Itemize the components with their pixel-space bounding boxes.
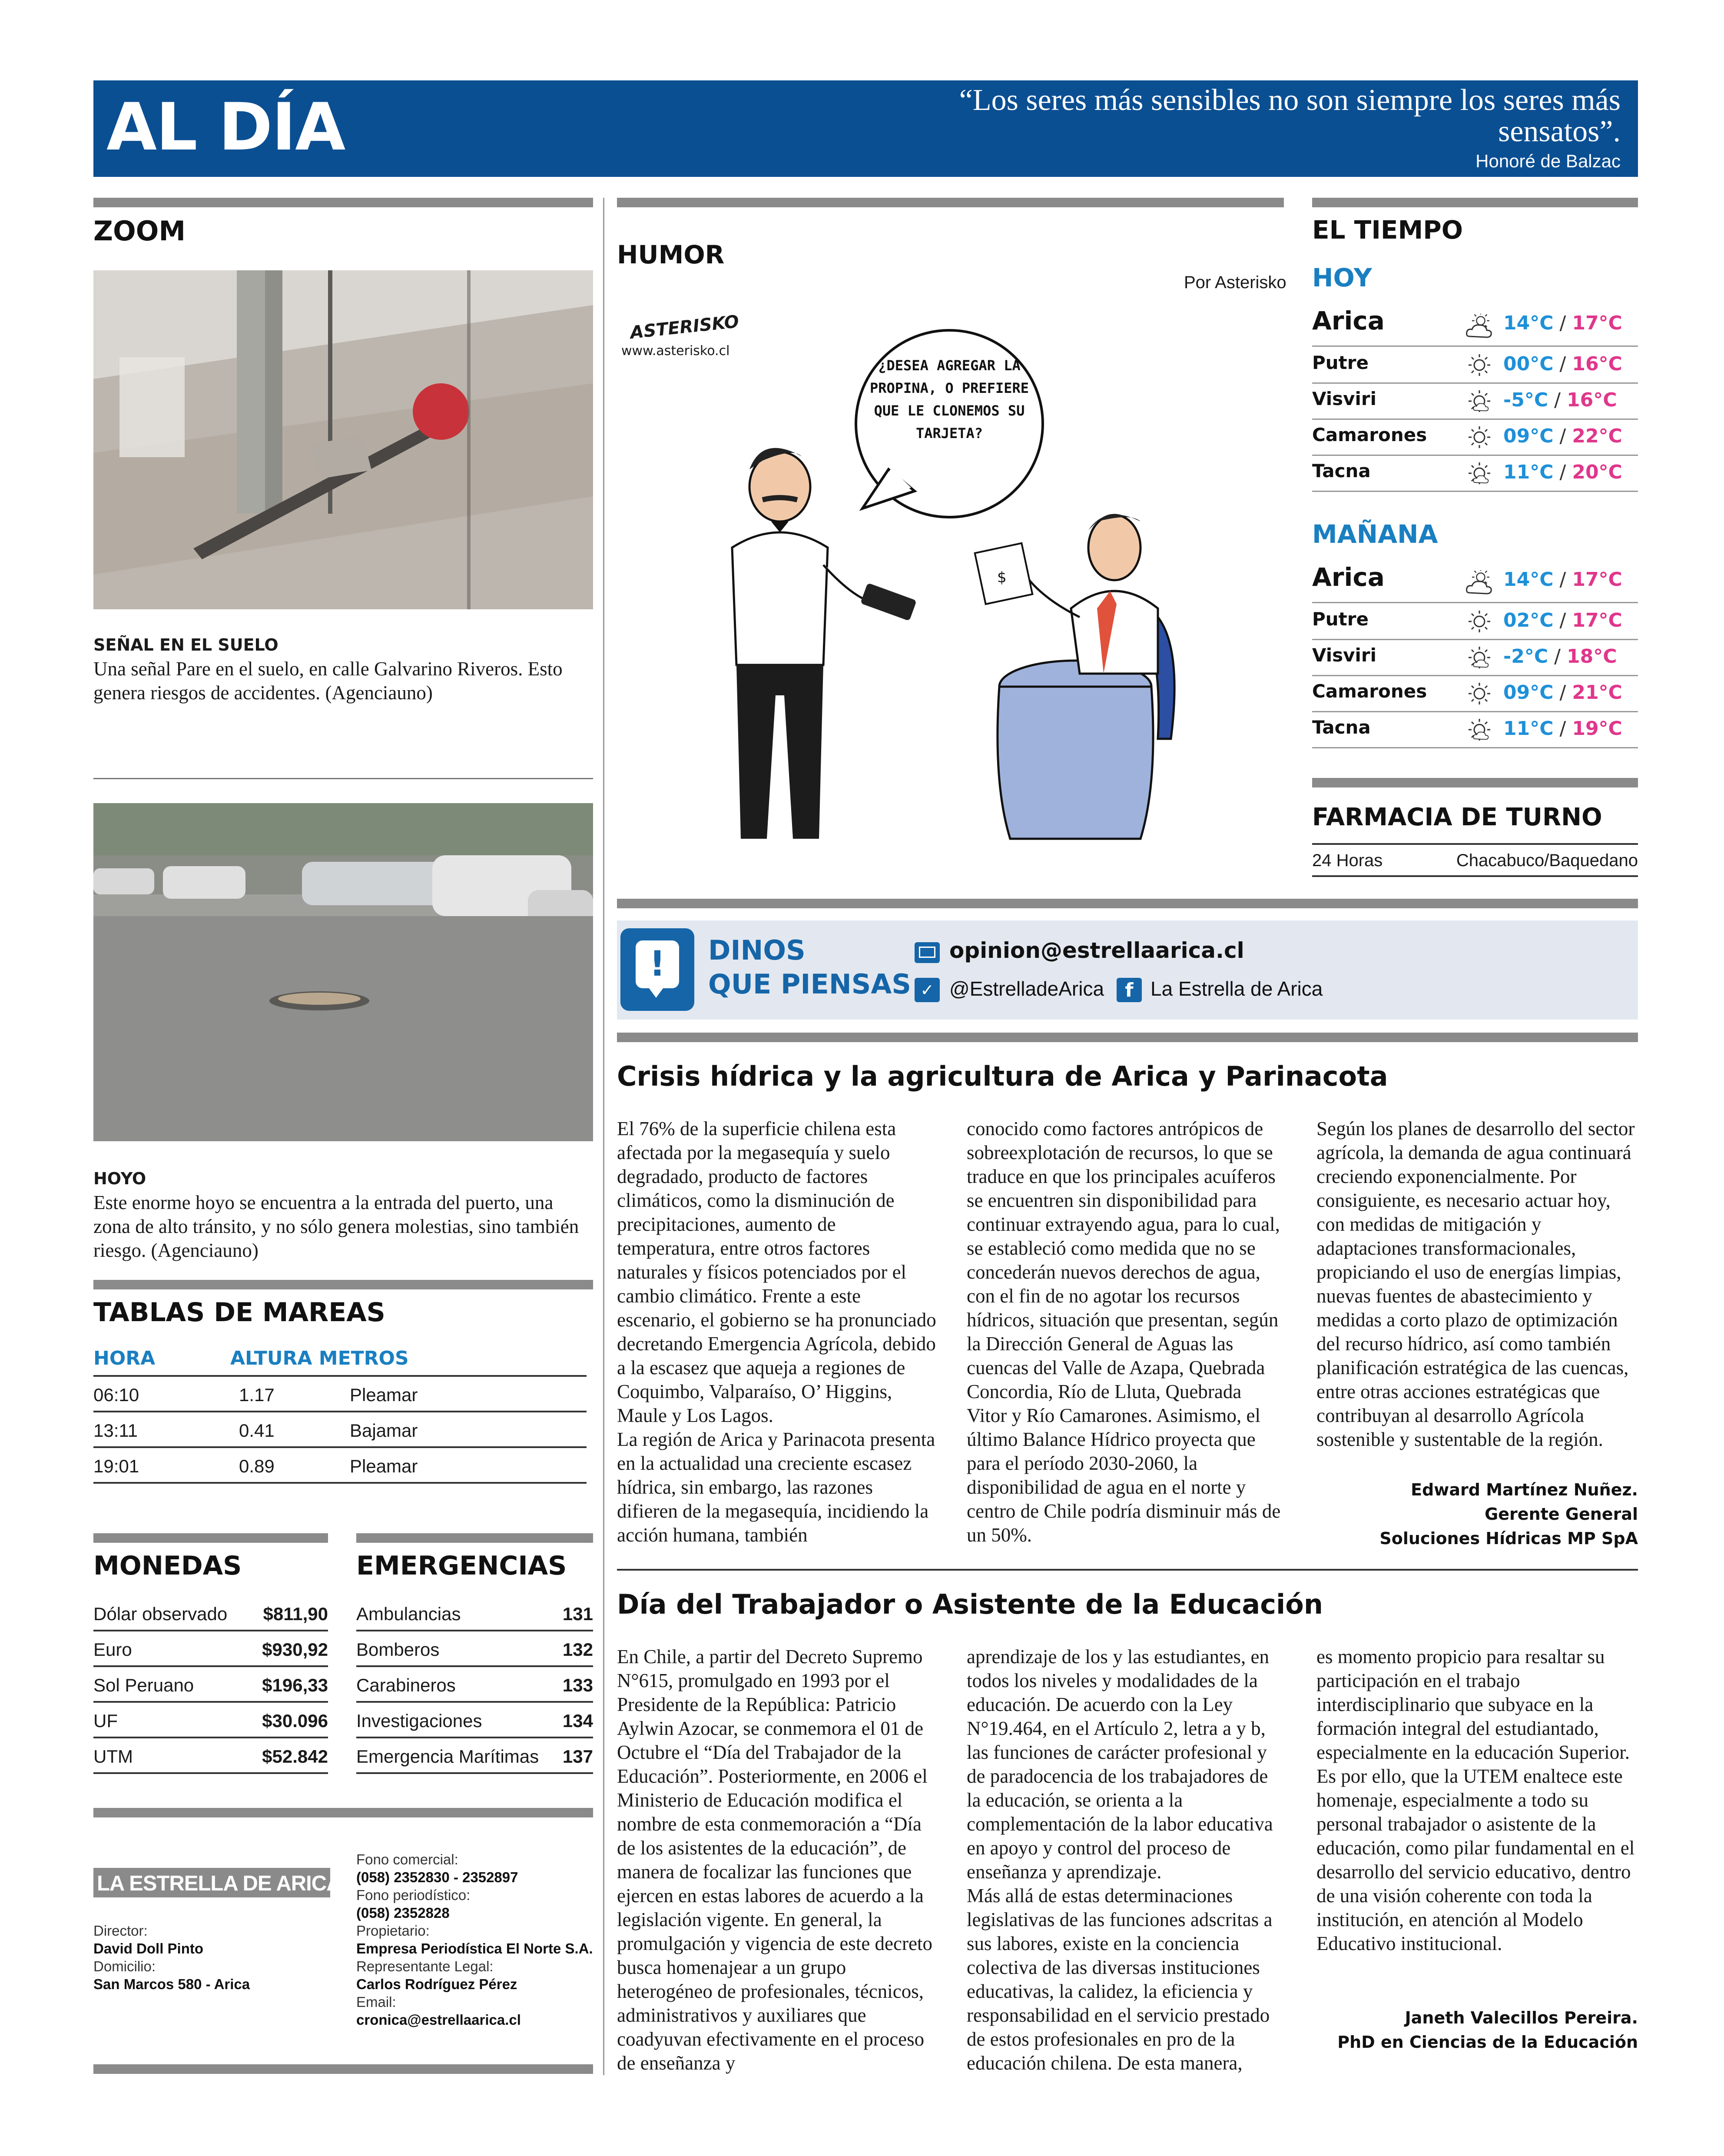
emergency-number: 134 (562, 1711, 593, 1731)
pharmacy-hours: 24 Horas (1312, 851, 1383, 870)
temp-separator: / (1553, 353, 1572, 375)
emergency-number: 132 (562, 1639, 593, 1660)
emergency-number: 133 (562, 1675, 593, 1695)
phone-commercial-label: Fono comercial: (356, 1851, 458, 1867)
divider (1312, 778, 1638, 787)
sun-icon (1464, 608, 1495, 635)
partly-cloudy-icon (1464, 570, 1495, 596)
weather-city: Arica (1312, 562, 1385, 592)
divider (617, 1033, 1638, 1042)
sun-cloud-icon (1464, 388, 1495, 414)
facebook-link[interactable]: La Estrella de Arica (1150, 977, 1323, 1000)
tide-height: 0.41 (239, 1420, 275, 1441)
temp-separator: / (1553, 312, 1572, 334)
legal-label: Representante Legal: (356, 1958, 494, 1974)
emergency-number: 137 (562, 1746, 593, 1767)
weather-row (1312, 304, 1638, 347)
zoom-caption-2: Este enorme hoyo se encuentra a la entrada del puerto, una zona de alto tránsito, y no sólo genera molestias, sino también riesgo. (Agenciauno) (93, 1192, 579, 1261)
temp-min: 02°C (1503, 609, 1554, 631)
exclamation-icon: ! (620, 928, 694, 1011)
dinos-heading (708, 933, 911, 1001)
temp-separator: / (1553, 461, 1572, 483)
humor-byline: Por Asterisko (1184, 273, 1286, 292)
owner-label: Propietario: (356, 1923, 430, 1939)
weather-city: Camarones (1312, 681, 1427, 702)
facebook-icon: f (1117, 978, 1142, 1002)
emergency-name: Ambulancias (356, 1604, 461, 1624)
article2-author: Janeth Valecillos Pereira. (1405, 2008, 1638, 2027)
weather-title: EL TIEMPO (1312, 215, 1463, 245)
emergency-row (356, 1738, 593, 1774)
emergency-row (356, 1631, 593, 1667)
article1-col2 (967, 1117, 1286, 1547)
weather-temps (1503, 389, 1617, 411)
tide-type: Bajamar (350, 1420, 418, 1441)
weather-row (1312, 604, 1638, 640)
currency-value: $811,90 (263, 1604, 328, 1624)
column-divider (603, 198, 604, 2075)
article2-col1 (617, 1645, 936, 2075)
temp-separator: / (1548, 645, 1567, 668)
temp-max: 21°C (1572, 681, 1622, 704)
article2-author-role: PhD en Ciencias de la Educación (1337, 2033, 1638, 2052)
tide-type: Pleamar (350, 1385, 418, 1405)
emergency-name: Emergencia Marítimas (356, 1746, 539, 1767)
weather-row (1312, 676, 1638, 712)
divider (93, 778, 593, 779)
temp-max: 20°C (1572, 461, 1622, 483)
temp-max: 16°C (1572, 353, 1622, 375)
weather-row (1312, 420, 1638, 456)
article1-paragraph: El 76% de la superficie chilena esta afectada por la megasequía y suelo degradado, producto de factores climáticos, como la disminución de precipitaciones, aumento de temperatura, entre otros factores naturales y físicos potenciados por el cambio climático. Frente a este escenario, el gobierno se ha pronunciado decretando Emergencia Agrícola, debido a la escasez que aqueja a regiones de Coquimbo, Valparaíso, O’ Higgins, Maule y Los Lagos. (617, 1118, 936, 1426)
article1-col3 (1316, 1117, 1638, 1452)
weather-row (1312, 348, 1638, 384)
divider (356, 1533, 593, 1543)
currency-row (93, 1667, 328, 1703)
director-label: Director: (93, 1923, 148, 1939)
divider (1312, 198, 1638, 207)
contact-banner (617, 920, 1638, 1020)
divider (93, 1808, 593, 1817)
emergencies-title: EMERGENCIAS (356, 1551, 567, 1581)
tide-height: 0.89 (239, 1456, 275, 1476)
phone-commercial: (058) 2352830 - 2352897 (356, 1869, 518, 1885)
zoom-photo-pothole (93, 803, 593, 1141)
newspaper-logo: LA ESTRELLA DE ARICA (93, 1868, 330, 1897)
temp-max: 22°C (1572, 425, 1622, 447)
weather-temps (1503, 609, 1622, 631)
temp-min: 09°C (1503, 425, 1554, 447)
weather-temps (1503, 681, 1622, 704)
weather-city: Tacna (1312, 460, 1371, 482)
sun-icon (1464, 424, 1495, 450)
tide-type: Pleamar (350, 1456, 418, 1476)
director-name: David Doll Pinto (93, 1940, 204, 1957)
weather-temps (1503, 353, 1622, 375)
zoom-caption-title-1: SEÑAL EN EL SUELO (93, 635, 278, 654)
phone-news-label: Fono periodístico: (356, 1887, 471, 1903)
divider (617, 899, 1638, 908)
article2-col3 (1316, 1645, 1638, 1956)
sun-cloud-icon (1464, 460, 1495, 486)
dinos-line2: QUE PIENSAS (708, 968, 912, 1000)
mail-icon (915, 942, 940, 963)
weather-city: Putre (1312, 352, 1369, 373)
weather-row (1312, 712, 1638, 748)
temp-separator: / (1553, 568, 1572, 591)
article2-signature (1337, 2006, 1638, 2054)
article2-col2 (967, 1645, 1286, 2075)
humor-title: HUMOR (617, 240, 725, 269)
partly-cloudy-icon (1464, 314, 1495, 340)
emergency-row (356, 1667, 593, 1703)
dinos-line1: DINOS (708, 934, 806, 966)
masthead-left (93, 1922, 328, 1993)
currencies-title: MONEDAS (93, 1551, 242, 1581)
article2-paragraph: aprendizaje de los y las estudiantes, en todos los niveles y modalidades de la educación. De acuerdo con la Ley N°19.464, en el Artículo 2, letra a y b, las funciones de carácter profesional y de paradocencia de los trabajadores de la educación, se orienta a la complementación de la labor educativa en apoyo y control del proceso de enseñanza y aprendizaje. (967, 1646, 1273, 1883)
zoom-title: ZOOM (93, 215, 186, 247)
weather-tomorrow-label: MAÑANA (1312, 519, 1438, 549)
article1-paragraph: La región de Arica y Parinacota presenta en la actualidad una creciente escasez hídrica, sin embargo, las razones difieren de la megasequía, incidiendo la acción humana, también (617, 1428, 935, 1546)
currency-name: UTM (93, 1746, 133, 1767)
divider (617, 198, 1284, 207)
tide-row (93, 1448, 587, 1484)
emergency-row (356, 1596, 593, 1631)
currency-value: $52.842 (262, 1746, 328, 1767)
weather-temps (1503, 645, 1617, 668)
article1-title: Crisis hídrica y la agricultura de Arica y Parinacota (617, 1060, 1388, 1092)
currency-value: $930,92 (262, 1639, 328, 1660)
currency-name: Euro (93, 1639, 132, 1660)
temp-min: 11°C (1503, 461, 1554, 483)
divider (93, 1533, 328, 1543)
temp-separator: / (1548, 389, 1567, 411)
masthead-email: cronica@estrellaarica.cl (356, 2012, 521, 2028)
article2-paragraph: En Chile, a partir del Decreto Supremo N°615, promulgado en 1993 por el Presidente de la República: Patricio Aylwin Azocar, se conmemora el 01 de Octubre el “Día del Trabajador de la Educación”. Posteriormente, en 2006 el Ministerio de Educación modifica el nombre de esta conmemoración a “Día de los asistentes de la educación”, de manera de focalizar las funciones que ejercen en estas labores de acuerdo a la legislación vigente. En general, la promulgación y vigencia de este decreto busca homenajear a un grupo heterogéneo de profesionales, técnicos, administrativos y auxiliares que coadyuvan efectivamente en el proceso de enseñanza y (617, 1646, 932, 2074)
weather-city: Visviri (1312, 644, 1377, 666)
currency-row (93, 1703, 328, 1738)
weather-city: Arica (1312, 306, 1385, 336)
email-label: Email: (356, 1994, 396, 2010)
sun-cloud-icon (1464, 644, 1495, 671)
tide-time: 13:11 (93, 1420, 138, 1441)
address-label: Domicilio: (93, 1958, 156, 1974)
emergency-number: 131 (562, 1604, 593, 1624)
weather-temps (1503, 568, 1622, 591)
emergency-name: Bomberos (356, 1639, 440, 1660)
weather-city: Camarones (1312, 424, 1427, 445)
currency-value: $30.096 (262, 1711, 328, 1731)
header-quote: “Los seres más sensibles no son siempre los seres más sensatos”. (959, 83, 1621, 148)
weather-today-label: HOY (1312, 263, 1372, 292)
tides-col-altura: ALTURA METROS (230, 1347, 409, 1369)
weather-row (1312, 384, 1638, 420)
tide-row (93, 1377, 587, 1412)
currency-row (93, 1738, 328, 1774)
temp-min: -5°C (1503, 389, 1548, 411)
temp-separator: / (1553, 681, 1572, 704)
legal-representative: Carlos Rodríguez Pérez (356, 1976, 517, 1992)
temp-max: 18°C (1566, 645, 1617, 668)
emergency-name: Investigaciones (356, 1711, 482, 1731)
address: San Marcos 580 - Arica (93, 1976, 250, 1992)
weather-row (1312, 640, 1638, 676)
temp-min: 11°C (1503, 718, 1554, 740)
article2-paragraph: Más allá de estas determinaciones legislativas de las funciones adscritas a sus labores, existe en la conciencia colectiva de las diversas instituciones educativas, la calidez, la eficiencia y responsabilidad en el servicio prestado de estos profesionales en pro de la educación chilena. De esta manera, (967, 1885, 1273, 2074)
weather-temps (1503, 312, 1622, 334)
temp-min: -2°C (1503, 645, 1548, 668)
zoom-caption-title-2: HOYO (93, 1169, 146, 1188)
svg-text:$: $ (997, 569, 1007, 586)
sun-icon (1464, 352, 1495, 378)
currency-name: Dólar observado (93, 1604, 228, 1624)
article1-paragraph: Según los planes de desarrollo del sector agrícola, la demanda de agua continuará creciendo exponencialmente. Por consiguiente, es necesario actuar hoy, con medidas de mitigación y adaptaciones transformacionales, propiciando el uso de energías limpias, nuevas fuentes de abastecimiento y medidas a corto plazo de optimización del recurso hídrico, así como también planificación estratégica de las cuencas, entre otras acciones estratégicas que contribuyan al desarrollo Agrícola sostenible y sustentable de la región. (1316, 1118, 1635, 1450)
twitter-icon: ✓ (915, 978, 940, 1002)
tide-time: 06:10 (93, 1385, 139, 1405)
weather-temps (1503, 718, 1622, 740)
sun-icon (1464, 681, 1495, 707)
tide-row (93, 1412, 587, 1448)
article1-paragraph: conocido como factores antrópicos de sobreexplotación de recursos, lo que se traduce en que los principales acuíferos se encuentren sin disponibilidad para continuar extrayendo agua, para lo cual, se estableció como medida que no se concederán nuevos derechos de agua, con el fin de no agotar los recursos hídricos, situación que presentan, según la Dirección General de Aguas las cuencas del Valle de Azapa, Quebrada Concordia, Río de Lluta, Quebrada Vitor y Río Camarones. Asimismo, el último Balance Hídrico proyecta que para el período 2030-2060, la disponibilidad de agua en el norte y centro de Chile podría disminuir más de un 50%. (967, 1118, 1281, 1546)
pharmacy-location: Chacabuco/Baquedano (1456, 851, 1638, 870)
pharmacy-title: FARMACIA DE TURNO (1312, 803, 1602, 831)
currency-name: UF (93, 1711, 118, 1731)
article2-title: Día del Trabajador o Asistente de la Educación (617, 1588, 1323, 1620)
zoom-caption-1: Una señal Pare en el suelo, en calle Galvarino Riveros. Esto genera riesgos de accidentes. (Agenciauno) (93, 658, 563, 704)
article1-author: Edward Martínez Nuñez. (1411, 1480, 1638, 1499)
temp-max: 16°C (1566, 389, 1617, 411)
article2-paragraph: es momento propicio para resaltar su participación en el trabajo interdisciplinario que subyace en la formación integral del estudiantado, especialmente en la educación Superior. Es por ello, que la UTEM enaltece este homenaje, especialmente a todo su personal trabajador o asistente de la educación, como pilar fundamental en el desarrollo del servicio educativo, dentro de una visión coherente con toda la institución, en atención al Modelo Educativo institucional. (1316, 1646, 1635, 1954)
sun-cloud-icon (1464, 717, 1495, 743)
header-quote-author: Honoré de Balzac (1475, 151, 1621, 171)
article1-signature (1379, 1478, 1638, 1551)
section-title: AL DÍA (106, 90, 345, 165)
cartoonist-signature: ASTERISKO (629, 311, 740, 343)
weather-temps (1503, 461, 1622, 483)
temp-max: 19°C (1572, 718, 1622, 740)
currency-name: Sol Peruano (93, 1675, 194, 1695)
weather-row (1312, 561, 1638, 603)
section-header (93, 80, 1638, 177)
article1-col1 (617, 1117, 936, 1547)
temp-separator: / (1553, 609, 1572, 631)
humor-cartoon (619, 304, 1284, 878)
temp-min: 09°C (1503, 681, 1554, 704)
weather-row (1312, 456, 1638, 492)
weather-city: Tacna (1312, 717, 1371, 738)
temp-min: 00°C (1503, 353, 1554, 375)
weather-city: Putre (1312, 608, 1369, 630)
weather-city: Visviri (1312, 388, 1377, 409)
article1-author-org: Soluciones Hídricas MP SpA (1379, 1529, 1638, 1548)
zoom-photo-sign (93, 270, 593, 609)
pharmacy-row (1312, 843, 1638, 877)
divider (93, 198, 593, 207)
tides-title: TABLAS DE MAREAS (93, 1297, 385, 1328)
weather-temps (1503, 425, 1622, 447)
article1-author-role: Gerente General (1485, 1505, 1638, 1524)
divider (617, 1569, 1638, 1571)
divider (93, 1280, 593, 1289)
currency-row (93, 1631, 328, 1667)
owner: Empresa Periodística El Norte S.A. (356, 1940, 593, 1957)
temp-min: 14°C (1503, 312, 1554, 334)
temp-max: 17°C (1572, 568, 1622, 591)
cartoonist-site: www.asterisko.cl (621, 343, 730, 359)
emergency-name: Carabineros (356, 1675, 456, 1695)
divider (93, 2064, 593, 2074)
temp-max: 17°C (1572, 312, 1622, 334)
masthead-right (356, 1850, 593, 2029)
phone-news: (058) 2352828 (356, 1905, 450, 1921)
tide-time: 19:01 (93, 1456, 139, 1476)
emergency-row (356, 1703, 593, 1738)
currency-value: $196,33 (262, 1675, 328, 1695)
temp-separator: / (1553, 718, 1572, 740)
temp-max: 17°C (1572, 609, 1622, 631)
tide-height: 1.17 (239, 1385, 275, 1405)
currency-row (93, 1596, 328, 1631)
temp-min: 14°C (1503, 568, 1554, 591)
speech-bubble-text: ¿DESEA AGREGAR LA PROPINA, O PREFIERE QUE LE CLONEMOS SU TARJETA? (869, 357, 1029, 442)
opinion-email-link[interactable]: opinion@estrellaarica.cl (949, 938, 1244, 963)
temp-separator: / (1553, 425, 1572, 447)
tides-col-hora: HORA (93, 1347, 156, 1369)
twitter-link[interactable]: @EstrelladeArica (949, 977, 1104, 1000)
